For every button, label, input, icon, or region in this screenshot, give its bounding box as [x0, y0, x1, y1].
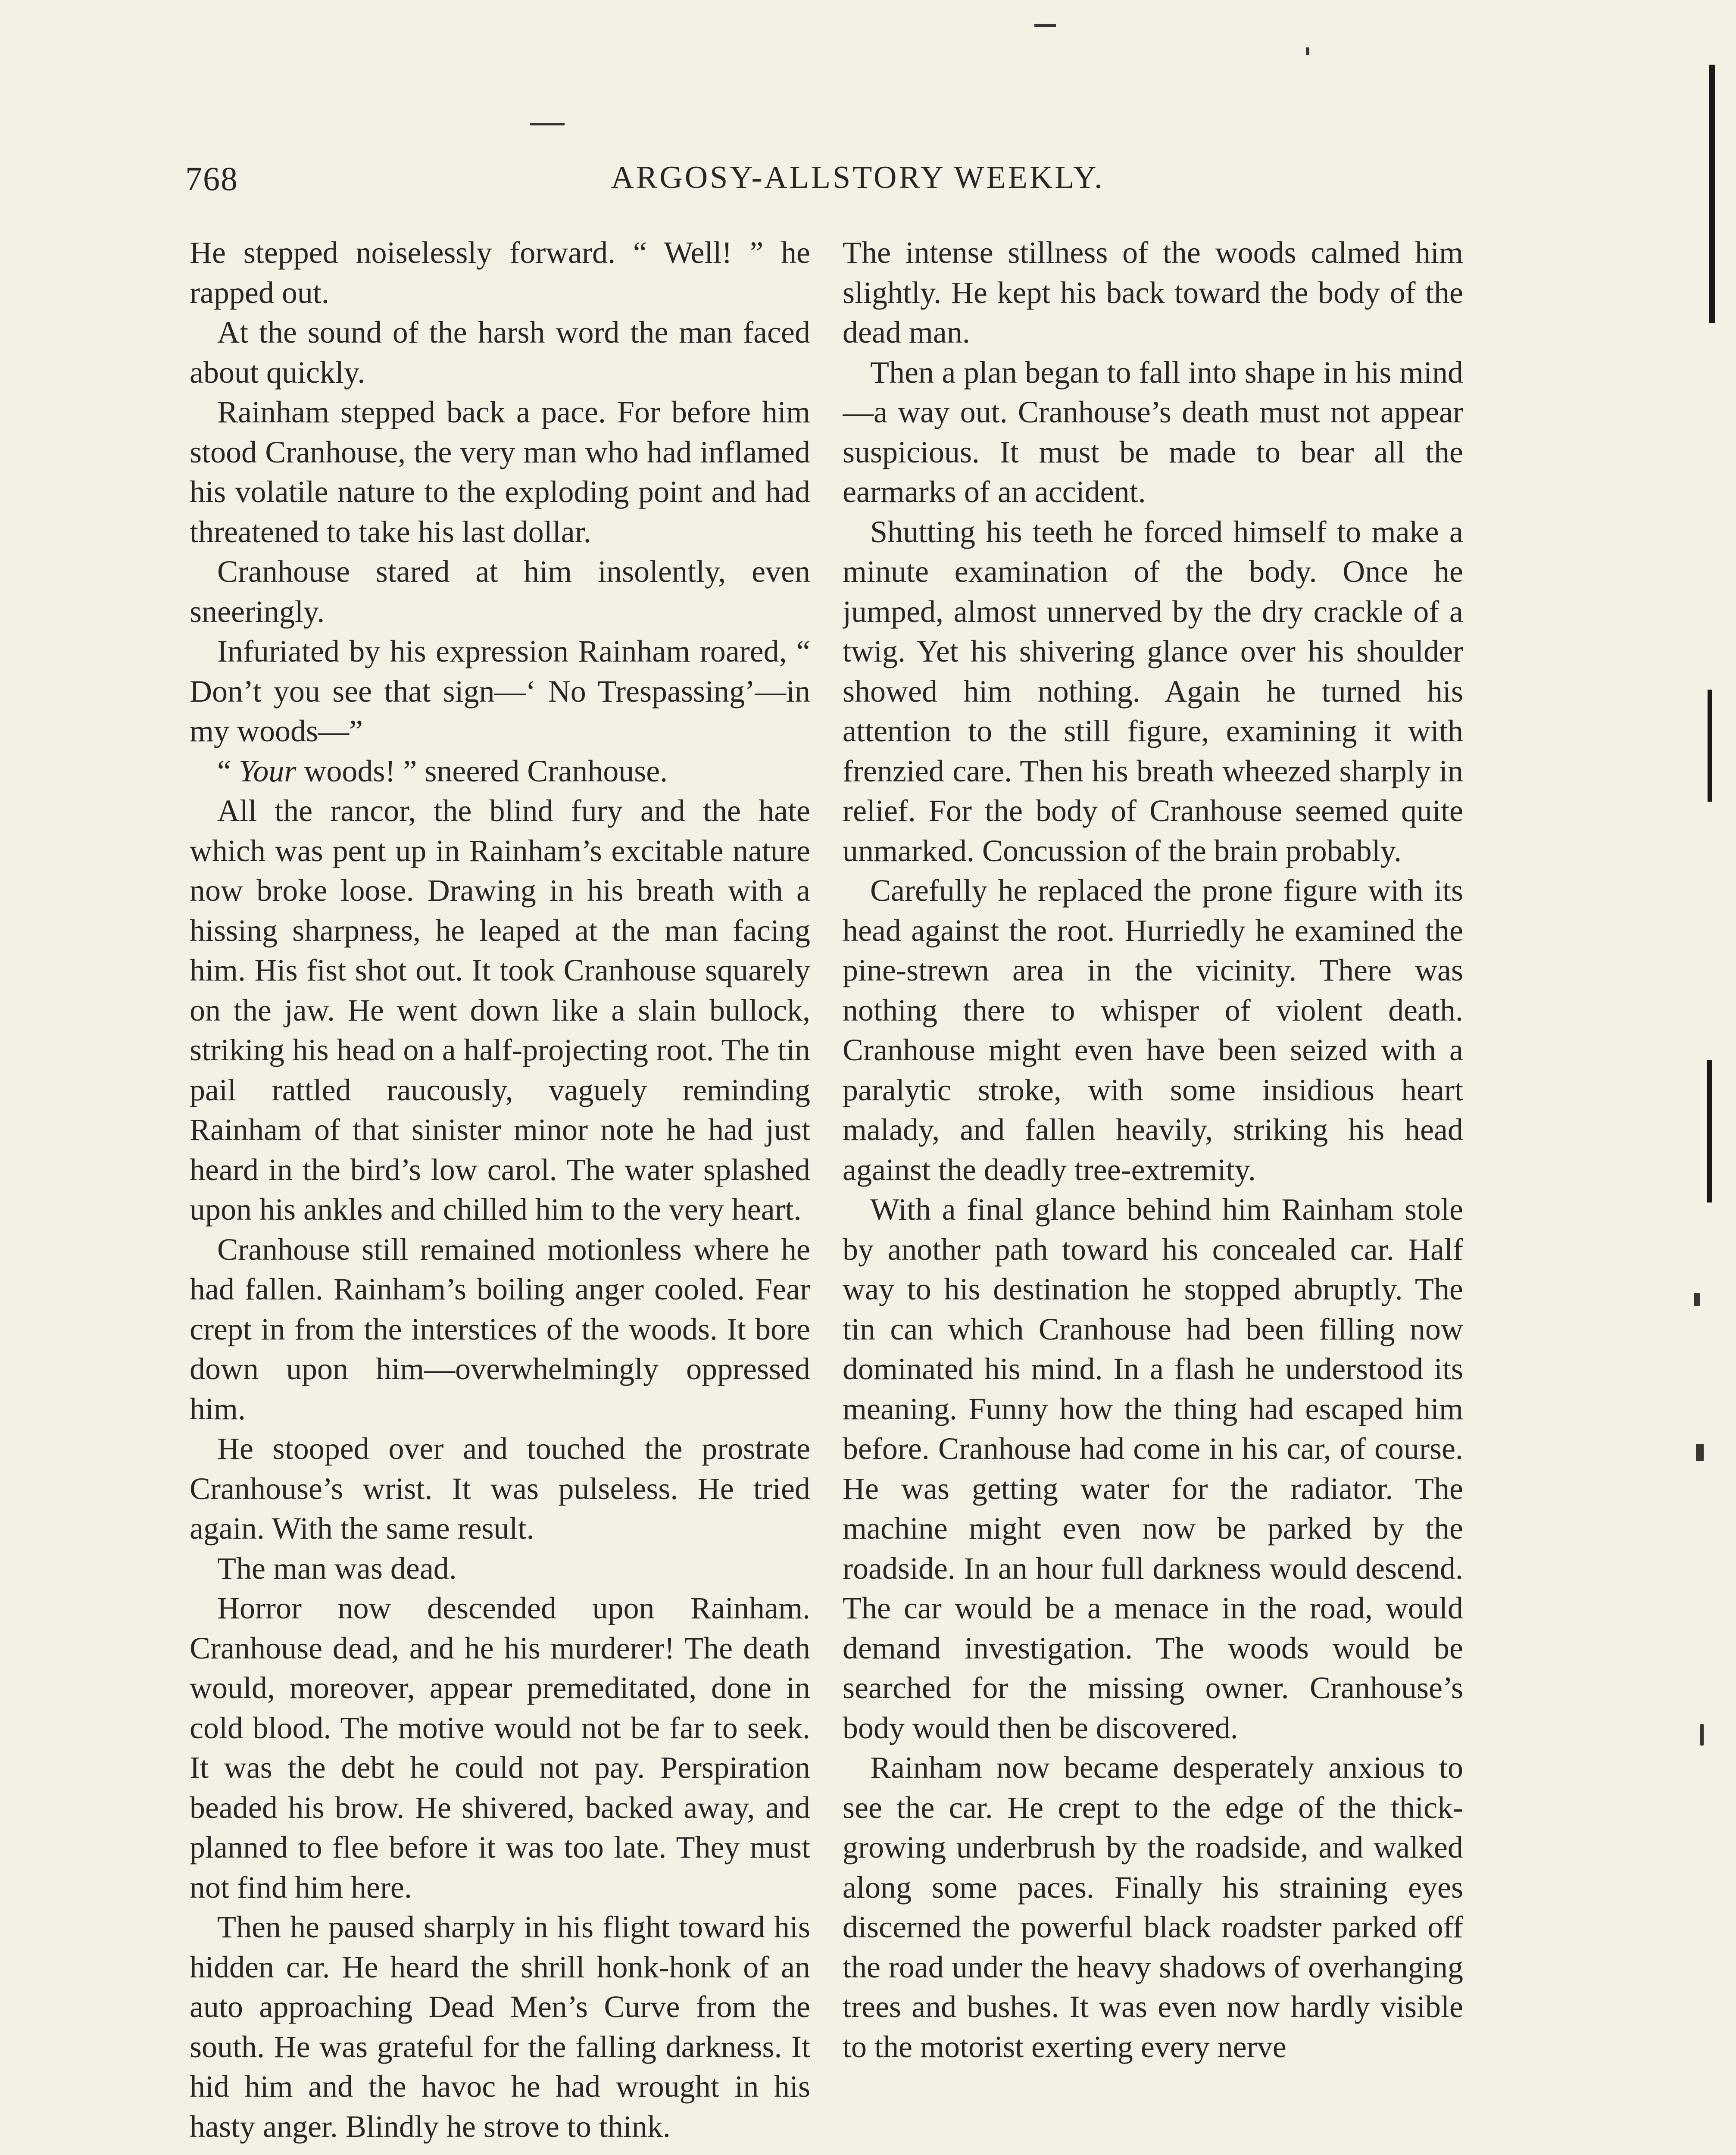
scan-edge-mark: [1709, 65, 1715, 323]
paragraph: “ Your woods! ” sneered Cranhouse.: [217, 753, 668, 788]
scan-edge-mark: [1708, 690, 1712, 802]
paragraph: The intense stillness of the woods calmed him slightly. He kept his back toward the body of the dead man.: [843, 235, 1463, 350]
paragraph: Cranhouse stared at him insolently, even sneeringly.: [190, 554, 810, 629]
left-column: [190, 233, 810, 2155]
scan-speck: [1034, 24, 1056, 27]
paragraph: He stepped noiselessly forward. “ Well! ” he rapped out.: [190, 235, 810, 310]
paragraph: He stooped over and touched the prostrate Cranhouse’s wrist. It was pulseless. He tried again. With the same result.: [190, 1431, 810, 1546]
paragraph: Infuriated by his expression Rainham roared, “ Don’t you see that sign—‘ No Trespassing’—in my woods—”: [190, 634, 810, 748]
running-head: ARGOSY-ALLSTORY WEEKLY.: [611, 160, 1105, 195]
scan-speck: [1700, 1724, 1704, 1746]
paragraph: Rainham now became desperately anxious to see the car. He crept to the edge of the thick-growing underbrush by the roadside, and walked along some paces. Finally his straining eyes discerned the powerful black roadster parked off the road under the heavy shadows of overhanging trees and bushes. It was even now hardly visible to the motorist exerting every nerve: [843, 1750, 1463, 2064]
paragraph: Horror now descended upon Rainham. Cranhouse dead, and he his murderer! The death would, moreover, appear premeditated, done in cold blood. The motive would not be far to seek. It was the debt he could not pay. Perspiration beaded his brow. He shivered, backed away, and planned to flee before it was too late. They must not find him here.: [190, 1591, 810, 1905]
emphasis: Your: [238, 753, 297, 788]
scan-speck: [530, 123, 565, 125]
paragraph: Cranhouse still remained motionless where he had fallen. Rainham’s boiling anger cooled. Fear crept in from the interstices of the woods. It bore down upon him—overwhelmingly oppressed him.: [190, 1232, 810, 1426]
scan-speck: [1694, 1293, 1700, 1306]
paragraph: Then a plan began to fall into shape in his mind—a way out. Cranhouse’s death must not appear suspicious. It must be made to bear all the earmarks of an accident.: [843, 355, 1463, 509]
paragraph: With a final glance behind him Rainham stole by another path toward his concealed car. Half way to his destination he stopped abruptly. The tin can which Cranhouse had been filling now dominated his mind. In a flash he understood its meaning. Funny how the thing had escaped him before. Cranhouse had come in his car, of course. He was getting water for the radiator. The machine might even now be parked by the roadside. In an hour full darkness would descend. The car would be a menace in the road, would demand investigation. The woods would be searched for the missing owner. Cranhouse’s body would then be discovered.: [843, 1192, 1463, 1745]
scan-edge-mark: [1707, 1060, 1712, 1202]
page-number: 768: [185, 160, 238, 197]
paragraph: All the rancor, the blind fury and the hate which was pent up in Rainham’s excitable nature now broke loose. Drawing in his breath with a hissing sharpness, he leaped at the man facing him. His fist shot out. It took Cranhouse squarely on the jaw. He went down like a slain bullock, striking his head on a half-projecting root. The tin pail rattled raucously, vaguely reminding Rainham of that sinister minor note he had just heard in the bird’s low carol. The water splashed upon his ankles and chilled him to the very heart.: [190, 793, 810, 1227]
paragraph: At the sound of the harsh word the man faced about quickly.: [190, 315, 810, 390]
scan-speck: [1696, 1444, 1704, 1461]
paragraph: Shutting his teeth he forced himself to make a minute examination of the body. Once he jumped, almost unnerved by the dry crackle of a twig. Yet his shivering glance over his shoulder showed him nothing. Again he turned his attention to the still figure, examining it with frenzied care. Then his breath wheezed sharply in relief. For the body of Cranhouse seemed quite unmarked. Concussion of the brain probably.: [843, 514, 1463, 868]
scan-speck: [1306, 47, 1309, 55]
paragraph: The man was dead.: [217, 1551, 457, 1586]
paragraph: Carefully he replaced the prone figure with its head against the root. Hurriedly he examined the pine-strewn area in the vicinity. There was nothing there to whisper of violent death. Cranhouse might even have been seized with a paralytic stroke, with some insidious heart malady, and fallen heavily, striking his head against the deadly tree-extremity.: [843, 873, 1463, 1187]
paragraph: Then he paused sharply in his flight toward his hidden car. He heard the shrill honk-honk of an auto approaching Dead Men’s Curve from the south. He was grateful for the falling darkness. It hid him and the havoc he had wrought in his hasty anger. Blindly he strove to think.: [190, 1910, 810, 2144]
right-column: [843, 233, 1463, 2155]
paragraph: Rainham stepped back a pace. For before him stood Cranhouse, the very man who had inflamed his volatile nature to the exploding point and had threatened to take his last dollar.: [190, 395, 810, 549]
page-header: [185, 159, 1530, 207]
